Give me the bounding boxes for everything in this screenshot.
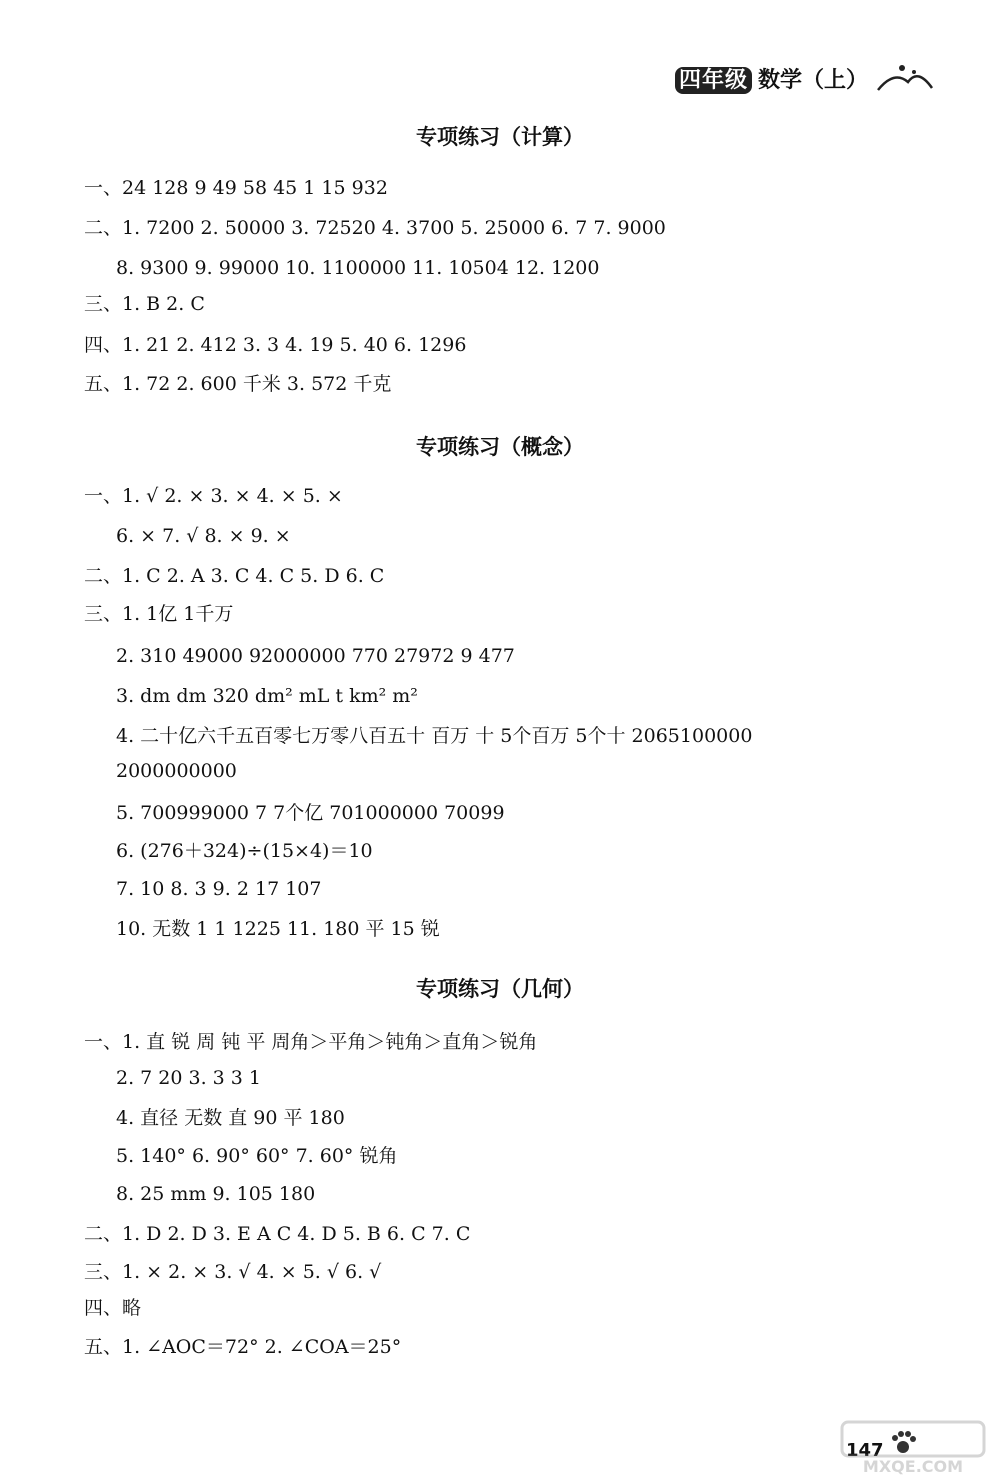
- answer-line: 6. (276＋324)÷(15×4)＝10: [116, 840, 373, 862]
- answer-line: 四、略: [84, 1297, 142, 1319]
- answer-line: 5. 700999000 7 7个亿 701000000 70099: [116, 802, 505, 824]
- header-decoration-icon: [874, 60, 934, 96]
- answer-line: 2. 7 20 3. 3 3 1: [116, 1067, 262, 1089]
- answer-line: 一、1. √ 2. × 3. × 4. × 5. ×: [84, 485, 343, 507]
- grade-badge: 四年级: [675, 67, 752, 94]
- answer-line: 四、1. 21 2. 412 3. 3 4. 19 5. 40 6. 1296: [84, 334, 467, 356]
- answer-line: 二、1. 7200 2. 50000 3. 72520 4. 3700 5. 25000 6. 7 7. 9000: [84, 217, 666, 239]
- page-number: 147: [846, 1440, 884, 1461]
- subject-label: 数学（上）: [757, 67, 868, 93]
- answer-line: 2. 310 49000 92000000 770 27972 9 477: [116, 645, 515, 667]
- watermark-text: MXQE.COM: [862, 1457, 964, 1476]
- answer-line: 五、1. ∠AOC＝72° 2. ∠COA＝25°: [84, 1336, 402, 1358]
- answer-line: 5. 140° 6. 90° 60° 7. 60° 锐角: [116, 1145, 398, 1167]
- answer-line: 8. 9300 9. 99000 10. 1100000 11. 10504 12. 1200: [116, 257, 600, 279]
- watermark-logo-icon: [838, 1418, 988, 1478]
- answer-line: 三、1. 1亿 1千万: [84, 603, 234, 625]
- answer-line: 二、1. C 2. A 3. C 4. C 5. D 6. C: [84, 565, 385, 587]
- answer-line: 10. 无数 1 1 1225 11. 180 平 15 锐: [116, 918, 440, 940]
- section-title-geometry: 专项练习（几何）: [416, 977, 584, 1001]
- answer-line: 五、1. 72 2. 600 千米 3. 572 千克: [84, 373, 392, 395]
- answer-line: 2000000000: [116, 760, 237, 782]
- answer-line: 6. × 7. √ 8. × 9. ×: [116, 525, 291, 547]
- answer-line: 三、1. B 2. C: [84, 293, 205, 315]
- page-header: [675, 60, 934, 96]
- grade-label: [675, 63, 752, 94]
- section-title-calc: 专项练习（计算）: [416, 125, 584, 149]
- answer-line: 二、1. D 2. D 3. E A C 4. D 5. B 6. C 7. C: [84, 1223, 471, 1245]
- answer-line: 4. 二十亿六千五百零七万零八百五十 百万 十 5个百万 5个十 2065100000: [116, 725, 753, 747]
- answer-line: 一、24 128 9 49 58 45 1 15 932: [84, 177, 388, 199]
- answer-line: 3. dm dm 320 dm² mL t km² m²: [116, 685, 418, 707]
- answer-line: 7. 10 8. 3 9. 2 17 107: [116, 878, 322, 900]
- section-title-concept: 专项练习（概念）: [416, 435, 584, 459]
- answer-line: 一、1. 直 锐 周 钝 平 周角＞平角＞钝角＞直角＞锐角: [84, 1031, 538, 1053]
- answer-line: 三、1. × 2. × 3. √ 4. × 5. √ 6. √: [84, 1261, 382, 1283]
- answer-line: 8. 25 mm 9. 105 180: [116, 1183, 316, 1205]
- answer-line: 4. 直径 无数 直 90 平 180: [116, 1107, 345, 1129]
